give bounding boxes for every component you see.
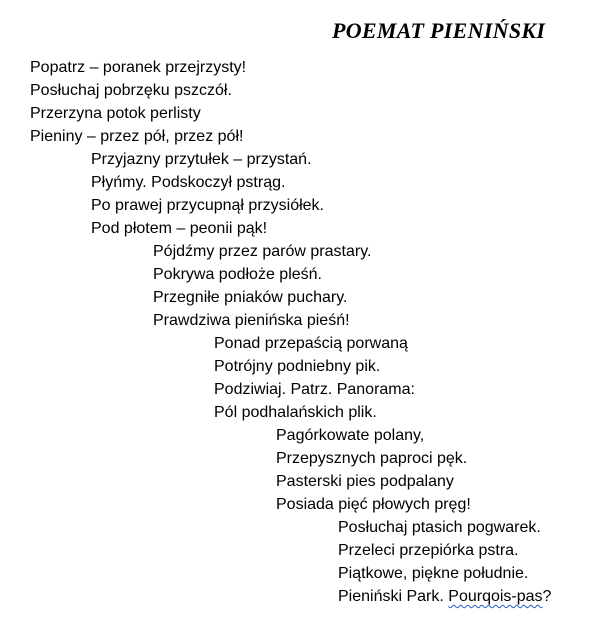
poem-line: Podziwiaj. Patrz. Panorama: bbox=[214, 381, 415, 398]
poem-line-last bbox=[338, 587, 551, 607]
poem-line: Pójdźmy przez parów prastary. bbox=[153, 243, 372, 260]
poem-line: Płyńmy. Podskoczył pstrąg. bbox=[91, 174, 286, 191]
poem-line-punctuation: ? bbox=[542, 588, 552, 605]
poem-line: Przepysznych paproci pęk. bbox=[276, 450, 468, 467]
spellcheck-flagged-word[interactable]: Pourqois-pas bbox=[448, 588, 543, 605]
poem-line: Przyjazny przytułek – przystań. bbox=[91, 151, 312, 168]
poem-line: Posłuchaj ptasich pogwarek. bbox=[338, 519, 541, 536]
poem-line: Przerzyna potok perlisty bbox=[30, 105, 201, 122]
poem-title: POEMAT PIENIŃSKI bbox=[332, 18, 546, 43]
poem-line: Przegniłe pniaków puchary. bbox=[153, 289, 348, 306]
poem-line: Pod płotem – peonii pąk! bbox=[91, 220, 268, 237]
poem-line: Potrójny podniebny pik. bbox=[214, 358, 381, 375]
poem-line: Posiada pięć płowych pręg! bbox=[276, 496, 471, 513]
poem-line: Po prawej przycupnął przysiółek. bbox=[91, 197, 324, 214]
poem-line: Pagórkowate polany, bbox=[276, 427, 425, 444]
poem-line: Popatrz – poranek przejrzysty! bbox=[30, 59, 247, 76]
poem-line: Posłuchaj pobrzęku pszczół. bbox=[30, 82, 232, 99]
poem-line-text: Pieniński Park. bbox=[338, 588, 449, 605]
poem-line: Pokrywa podłoże pleśń. bbox=[153, 266, 322, 283]
poem-line: Ponad przepaścią porwaną bbox=[214, 335, 408, 352]
poem-line: Przeleci przepiórka pstra. bbox=[338, 542, 519, 559]
poem-line: Pól podhalańskich plik. bbox=[214, 404, 377, 421]
poem-line: Pieniny – przez pół, przez pół! bbox=[30, 128, 244, 145]
poem-line: Piątkowe, piękne południe. bbox=[338, 565, 529, 582]
poem-line: Prawdziwa pienińska pieśń! bbox=[153, 312, 350, 329]
poem-line: Pasterski pies podpalany bbox=[276, 473, 454, 490]
